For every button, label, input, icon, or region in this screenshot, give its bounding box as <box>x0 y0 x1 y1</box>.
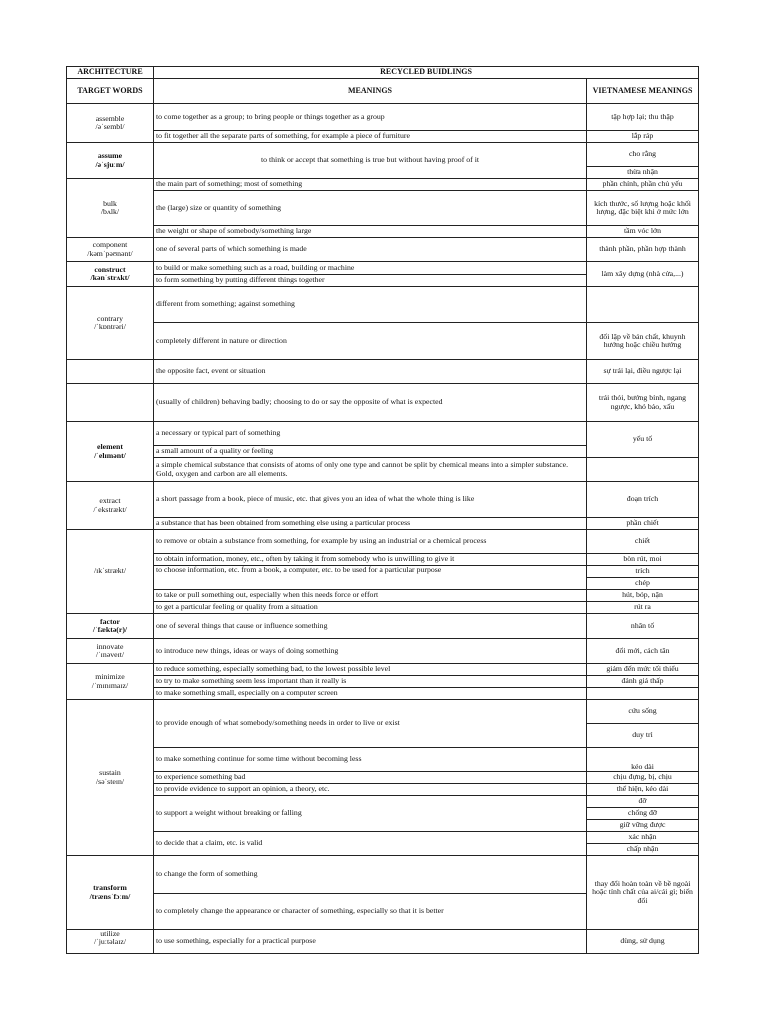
vietnamese-cell: giảm đến mức tối thiểu <box>587 664 699 676</box>
target-word-cell <box>67 104 154 143</box>
meaning-cell: to introduce new things, ideas or ways of doing something <box>154 639 587 664</box>
vietnamese-cell: bòn rút, moi <box>587 554 699 566</box>
vietnamese-cell: trích <box>587 566 699 578</box>
vietnamese-cell: hút, bóp, nặn <box>587 590 699 602</box>
table-row <box>67 323 699 360</box>
vietnamese-cell: trái thói, bướng bỉnh, ngang ngược, khó bảo, xấu <box>587 384 699 422</box>
vietnamese-cell: sự trái lại, điều ngược lại <box>587 360 699 384</box>
meaning-cell: one of several things that cause or influence something <box>154 614 587 639</box>
meaning-cell: the (large) size or quantity of something <box>154 191 587 226</box>
target-word: element <box>97 442 123 452</box>
meaning-cell: to fit together all the separate parts of something, for example a piece of furniture <box>154 131 587 143</box>
vietnamese-meanings-header: VIETNAMESE MEANINGS <box>587 79 699 104</box>
vietnamese-cell: thừa nhận <box>587 167 699 179</box>
target-word: bulk <box>103 198 117 208</box>
table-row <box>67 700 699 724</box>
lesson-title: RECYCLED BUIDLINGS <box>154 67 699 79</box>
target-word-cell <box>67 384 154 422</box>
meaning-cell: to support a weight without breaking or falling <box>154 796 587 832</box>
vietnamese-cell: dùng, sử dụng <box>587 930 699 954</box>
meaning-cell: to use something, especially for a practical purpose <box>154 930 587 954</box>
target-word: factor <box>100 616 120 626</box>
target-word-cell <box>67 639 154 664</box>
pronunciation: /kəmˈpəʊnənt/ <box>87 248 133 258</box>
target-word: utilize <box>100 929 120 938</box>
meaning-cell: the opposite fact, event or situation <box>154 360 587 384</box>
vietnamese-cell: đánh giá thấp <box>587 676 699 688</box>
table-row <box>67 104 699 131</box>
target-word: construct <box>94 264 126 274</box>
meaning-cell: a necessary or typical part of something <box>154 422 587 446</box>
table-row <box>67 832 699 844</box>
target-word-cell <box>67 482 154 530</box>
pronunciation: /ˈfæktə(r)/ <box>92 625 128 634</box>
vietnamese-cell: kéo dài <box>587 748 699 772</box>
table-row <box>67 287 699 323</box>
table-row <box>67 856 699 894</box>
pronunciation: /ˈɪnəveɪt/ <box>95 650 125 659</box>
pronunciation: /kənˈstrʌkt/ <box>90 273 130 282</box>
table-row <box>67 664 699 676</box>
table-row <box>67 226 699 238</box>
vietnamese-cell: chống đỡ <box>587 808 699 820</box>
vietnamese-cell: tầm vóc lớn <box>587 226 699 238</box>
table-row <box>67 566 699 578</box>
meaning-cell: to remove or obtain a substance from something, for example by using an industrial or a chemical process <box>154 530 587 554</box>
table-row <box>67 530 699 554</box>
target-word-cell <box>67 664 154 700</box>
table-row <box>67 131 699 143</box>
vietnamese-cell: chấp nhận <box>587 844 699 856</box>
vietnamese-cell: làm xây dựng (nhà cửa,...) <box>587 262 699 287</box>
vocabulary-table <box>66 66 699 954</box>
meaning-cell: to choose information, etc. from a book, a computer, etc. to be used for a particular purpose <box>154 566 587 590</box>
meaning-cell: to try to make something seem less important than it really is <box>154 676 587 688</box>
target-word: minimize <box>95 672 125 682</box>
pronunciation: /bʌlk/ <box>100 207 120 216</box>
vietnamese-cell: xác nhận <box>587 832 699 844</box>
target-word: sustain <box>99 768 121 778</box>
table-row <box>67 676 699 688</box>
table-row <box>67 784 699 796</box>
target-word: component <box>92 240 128 250</box>
vietnamese-cell: thay đổi hoàn toàn về bề ngoài hoặc tính chất của ai/cái gì; biến đổi <box>587 856 699 930</box>
pronunciation: /səˈsteɪn/ <box>95 776 125 786</box>
target-word-cell <box>67 930 154 954</box>
table-row <box>67 688 699 700</box>
vietnamese-cell: đối lập về bản chất, khuynh hướng hoặc chiều hướng <box>587 323 699 360</box>
meaning-cell: a small amount of a quality or feeling <box>154 446 587 458</box>
subject-cell: ARCHITECTURE <box>67 67 154 79</box>
vietnamese-cell: chiết <box>587 530 699 554</box>
meaning-cell: to decide that a claim, etc. is valid <box>154 832 587 856</box>
meaning-cell: the weight or shape of somebody/something large <box>154 226 587 238</box>
table-row <box>67 262 699 275</box>
meaning-cell: to reduce something, especially something bad, to the lowest possible level <box>154 664 587 676</box>
table-row <box>67 422 699 446</box>
meaning-cell: a substance that has been obtained from something else using a particular process <box>154 518 587 530</box>
vietnamese-cell: giữ vững được <box>587 820 699 832</box>
vietnamese-cell <box>587 458 699 482</box>
meaning-cell: to think or accept that something is true but without having proof of it <box>154 143 587 179</box>
meaning-cell: to get a particular feeling or quality from a situation <box>154 602 587 614</box>
vietnamese-cell: tập hợp lại; thu thập <box>587 104 699 131</box>
pronunciation: /ˈkɒntrəri/ <box>94 322 126 331</box>
vietnamese-cell: nhân tố <box>587 614 699 639</box>
vietnamese-cell: chép <box>587 578 699 590</box>
meaning-cell: to take or pull something out, especially when this needs force or effort <box>154 590 587 602</box>
pronunciation: /trænsˈfɔːm/ <box>89 891 131 901</box>
meaning-cell: to build or make something such as a road, building or machine <box>154 262 587 275</box>
target-word-cell <box>67 179 154 238</box>
target-word-cell <box>67 614 154 639</box>
meaning-cell: to obtain information, money, etc., often by taking it from somebody who is unwilling to give it <box>154 554 587 566</box>
vietnamese-cell: lắp ráp <box>587 131 699 143</box>
vietnamese-cell: yếu tố <box>587 422 699 458</box>
meaning-cell: a short passage from a book, piece of music, etc. that gives you an idea of what the whole thing is like <box>154 482 587 518</box>
meaning-cell: (usually of children) behaving badly; choosing to do or say the opposite of what is expected <box>154 384 587 422</box>
target-word-cell <box>67 360 154 384</box>
table-row <box>67 458 699 482</box>
vietnamese-cell: đỡ <box>587 796 699 808</box>
table-row <box>67 143 699 167</box>
meanings-header: MEANINGS <box>154 79 587 104</box>
pronunciation: /əˈsjuːm/ <box>95 159 125 169</box>
meaning-cell: to come together as a group; to bring people or things together as a group <box>154 104 587 131</box>
vietnamese-cell: cho rằng <box>587 143 699 167</box>
meaning-cell: to change the form of something <box>154 856 587 894</box>
meaning-cell: completely different in nature or direction <box>154 323 587 360</box>
target-word: innovate <box>96 641 124 651</box>
target-word-cell <box>67 287 154 360</box>
target-words-header: TARGET WORDS <box>67 79 154 104</box>
pronunciation: /əˈsembl/ <box>95 122 125 131</box>
vietnamese-cell: đoạn trích <box>587 482 699 518</box>
table-row <box>67 384 699 422</box>
meaning-cell: the main part of something; most of something <box>154 179 587 191</box>
meaning-cell: to make something continue for some time without becoming less <box>154 748 587 772</box>
table-row <box>67 614 699 639</box>
table-row <box>67 639 699 664</box>
vietnamese-cell <box>587 287 699 323</box>
vietnamese-cell: duy trì <box>587 724 699 748</box>
target-word-cell <box>67 422 154 482</box>
target-word: extract <box>99 496 121 506</box>
target-word: contrary <box>97 313 123 323</box>
meaning-cell: to make something small, especially on a computer screen <box>154 688 587 700</box>
vietnamese-cell <box>587 688 699 700</box>
vietnamese-cell: thể hiện, kéo dài <box>587 784 699 796</box>
pronunciation: /ˈekstrækt/ <box>93 504 127 514</box>
table-row <box>67 67 699 79</box>
table-row <box>67 602 699 614</box>
meaning-cell: to form something by putting different things together <box>154 275 587 287</box>
target-word-cell <box>67 700 154 856</box>
table-row <box>67 179 699 191</box>
table-row <box>67 191 699 226</box>
pronunciation: /ˈelɪmənt/ <box>94 450 126 460</box>
table-row <box>67 518 699 530</box>
vocabulary-sheet <box>66 66 698 952</box>
vietnamese-cell: kích thước, số lượng hoặc khối lượng, đặc biệt khi ở mức lớn <box>587 191 699 226</box>
vietnamese-cell: chịu đựng, bị, chịu <box>587 772 699 784</box>
meaning-cell: different from something; against something <box>154 287 587 323</box>
table-row <box>67 772 699 784</box>
target-word-cell <box>67 238 154 262</box>
vietnamese-cell: thành phần, phần hợp thành <box>587 238 699 262</box>
target-word: transform <box>93 883 127 893</box>
vietnamese-cell: phần chiết <box>587 518 699 530</box>
table-row <box>67 360 699 384</box>
table-row <box>67 79 699 104</box>
table-row <box>67 748 699 772</box>
target-word-cell <box>67 143 154 179</box>
table-row <box>67 482 699 518</box>
table-row <box>67 590 699 602</box>
pronunciation: /ˈmɪnɪmaɪz/ <box>91 680 129 690</box>
meaning-cell: one of several parts of which something is made <box>154 238 587 262</box>
meaning-cell: to provide evidence to support an opinion, a theory, etc. <box>154 784 587 796</box>
pronunciation: /ˈjuːtəlaɪz/ <box>93 937 127 947</box>
target-word: assume <box>97 151 123 161</box>
vietnamese-cell: rút ra <box>587 602 699 614</box>
meaning-cell: to provide enough of what somebody/something needs in order to live or exist <box>154 700 587 748</box>
target-word-cell <box>67 262 154 287</box>
target-word-cell: /ɪkˈstrækt/ <box>67 530 154 614</box>
target-word: assemble <box>95 113 125 123</box>
meaning-cell: a simple chemical substance that consists of atoms of only one type and cannot be split by chemical means into a simpler substance. Gold, oxygen and carbon are all elements. <box>154 458 587 482</box>
vietnamese-cell: cứu sống <box>587 700 699 724</box>
table-row <box>67 238 699 262</box>
meaning-cell: to experience something bad <box>154 772 587 784</box>
vietnamese-cell: đổi mới, cách tân <box>587 639 699 664</box>
meaning-cell: to completely change the appearance or character of something, especially so that it is better <box>154 894 587 930</box>
table-row <box>67 796 699 808</box>
table-row <box>67 930 699 954</box>
table-row <box>67 554 699 566</box>
target-word-cell <box>67 856 154 930</box>
vietnamese-cell: phần chính, phần chủ yếu <box>587 179 699 191</box>
